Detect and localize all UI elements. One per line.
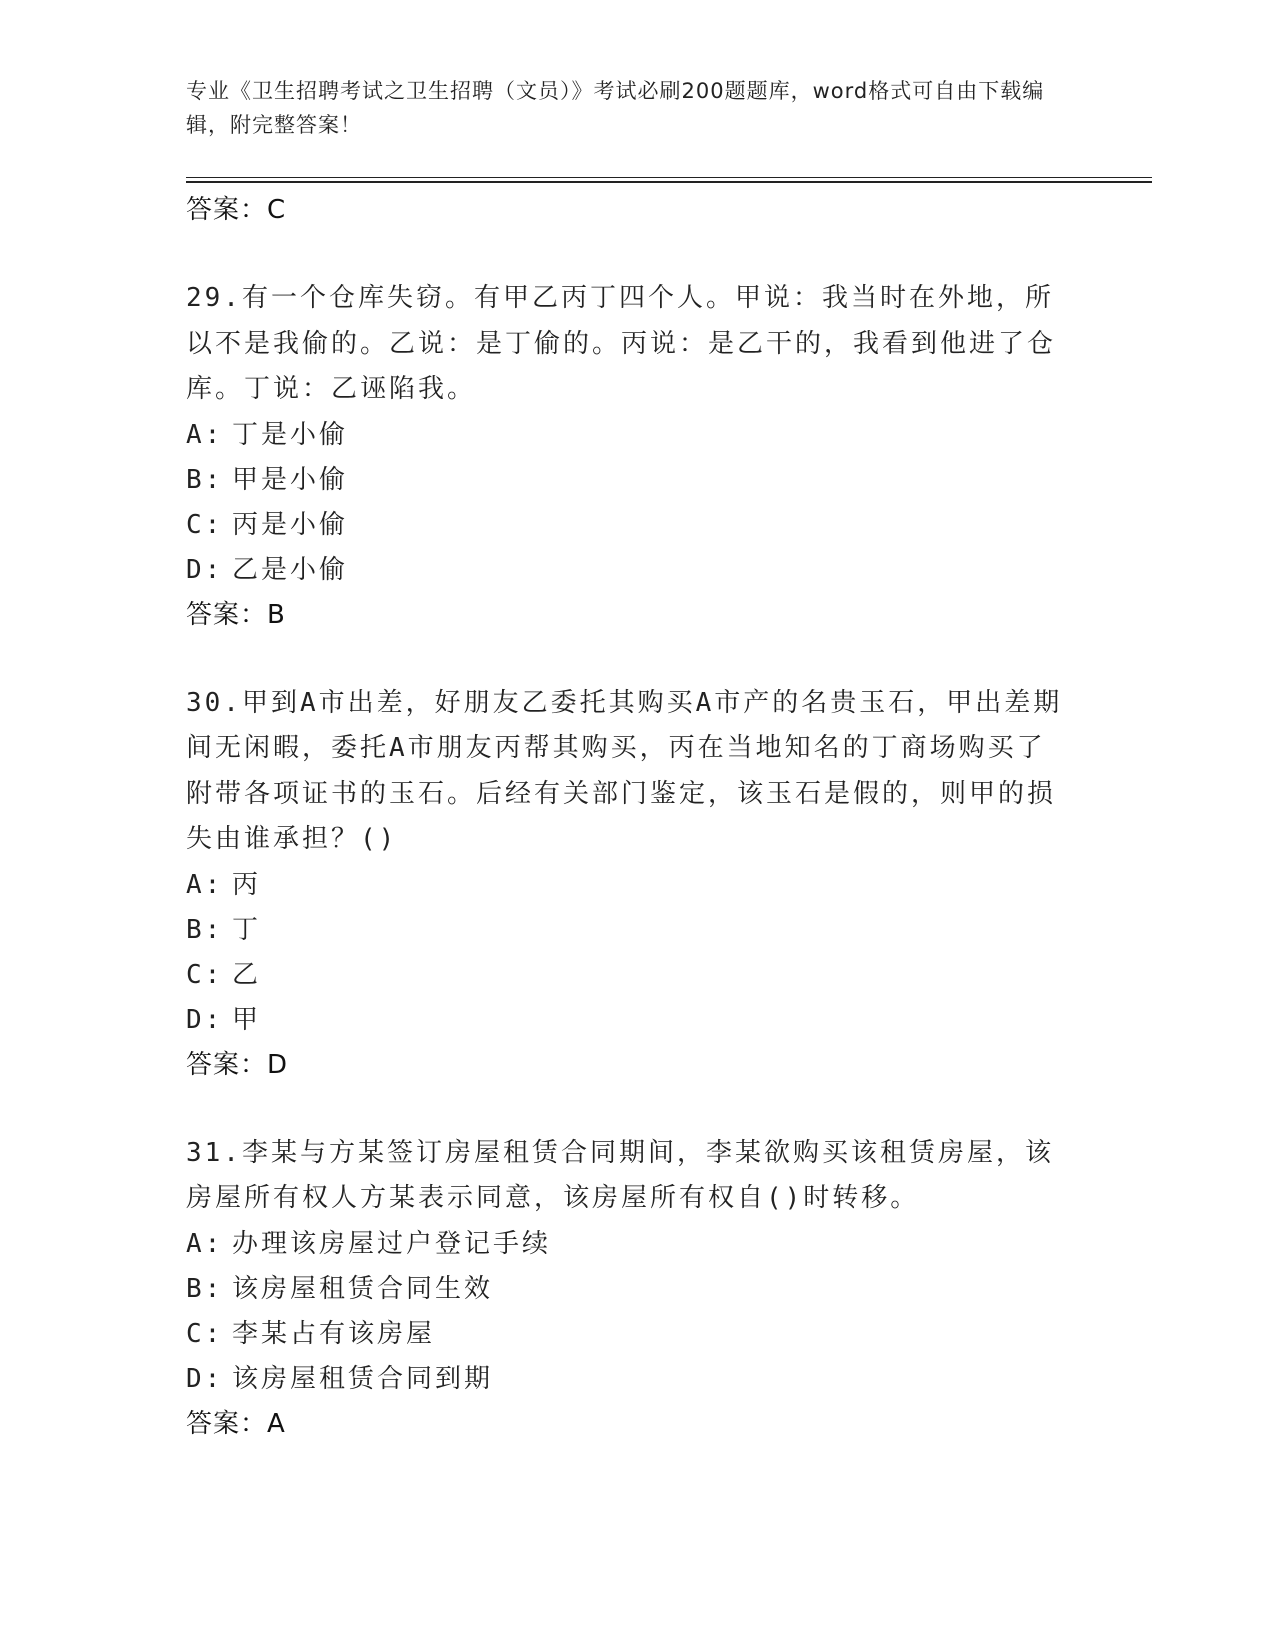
option-c <box>186 1312 1066 1357</box>
option-b <box>186 908 1066 953</box>
option-a <box>186 413 1066 458</box>
option-c <box>186 503 1066 548</box>
question-text: 30.甲到A市出差，好朋友乙委托其购买A市产的名贵玉石，甲出差期间无闲暇，委托A市朋友丙帮其购买，丙在当地知名的丁商场购买了附带各项证书的玉石。后经有关部门鉴定，该玉石是假的，则甲的损失由谁承担？() <box>186 687 1063 854</box>
header-rule-thin <box>186 177 1152 178</box>
option-letter: C: <box>186 959 224 990</box>
option-letter: A: <box>186 1228 224 1259</box>
option-letter: D: <box>186 1363 224 1394</box>
option-letter: C: <box>186 1318 224 1349</box>
option-c <box>186 953 1066 998</box>
answer-line-previous: 答案：C <box>186 195 287 225</box>
option-a <box>186 863 1066 908</box>
spacer <box>186 637 1066 681</box>
option-text: 乙 <box>232 959 262 990</box>
spacer <box>186 1087 1066 1131</box>
option-text: 该房屋租赁合同生效 <box>232 1273 494 1304</box>
option-text: 乙是小偷 <box>232 554 349 585</box>
document-header: 专业《卫生招聘考试之卫生招聘（文员）》考试必刷200题题库，word格式可自由下载编辑，附完整答案！ <box>186 79 1045 137</box>
answer-line: 答案：A <box>186 1408 286 1439</box>
option-letter: A: <box>186 419 224 450</box>
answer-line: 答案：D <box>186 1049 289 1080</box>
option-d <box>186 1357 1066 1402</box>
option-text: 丙是小偷 <box>232 509 349 540</box>
option-text: 该房屋租赁合同到期 <box>232 1363 494 1394</box>
option-a <box>186 1222 1066 1267</box>
header-rule-thick <box>186 181 1152 183</box>
option-letter: B: <box>186 464 224 495</box>
question-text: 31.李某与方某签订房屋租赁合同期间，李某欲购买该租赁房屋，该房屋所有权人方某表示同意，该房屋所有权自()时转移。 <box>186 1137 1054 1213</box>
option-letter: D: <box>186 1004 224 1035</box>
spacer <box>186 232 1066 276</box>
option-text: 李某占有该房屋 <box>232 1318 436 1349</box>
option-letter: D: <box>186 554 224 585</box>
option-letter: B: <box>186 914 224 945</box>
option-d <box>186 998 1066 1043</box>
option-letter: C: <box>186 509 224 540</box>
option-text: 甲是小偷 <box>232 464 349 495</box>
option-letter: A: <box>186 869 224 900</box>
option-text: 甲 <box>232 1004 262 1035</box>
option-text: 办理该房屋过户登记手续 <box>232 1228 552 1259</box>
option-b <box>186 1267 1066 1312</box>
option-b <box>186 458 1066 503</box>
option-text: 丙 <box>232 869 262 900</box>
option-letter: B: <box>186 1273 224 1304</box>
answer-line: 答案：B <box>186 599 286 630</box>
option-text: 丁 <box>232 914 262 945</box>
option-text: 丁是小偷 <box>232 419 349 450</box>
option-d <box>186 548 1066 593</box>
question-text: 29.有一个仓库失窃。有甲乙丙丁四个人。甲说：我当时在外地，所以不是我偷的。乙说：是丁偷的。丙说：是乙干的，我看到他进了仓库。丁说：乙诬陷我。 <box>186 283 1057 404</box>
question-list <box>186 188 1066 1446</box>
